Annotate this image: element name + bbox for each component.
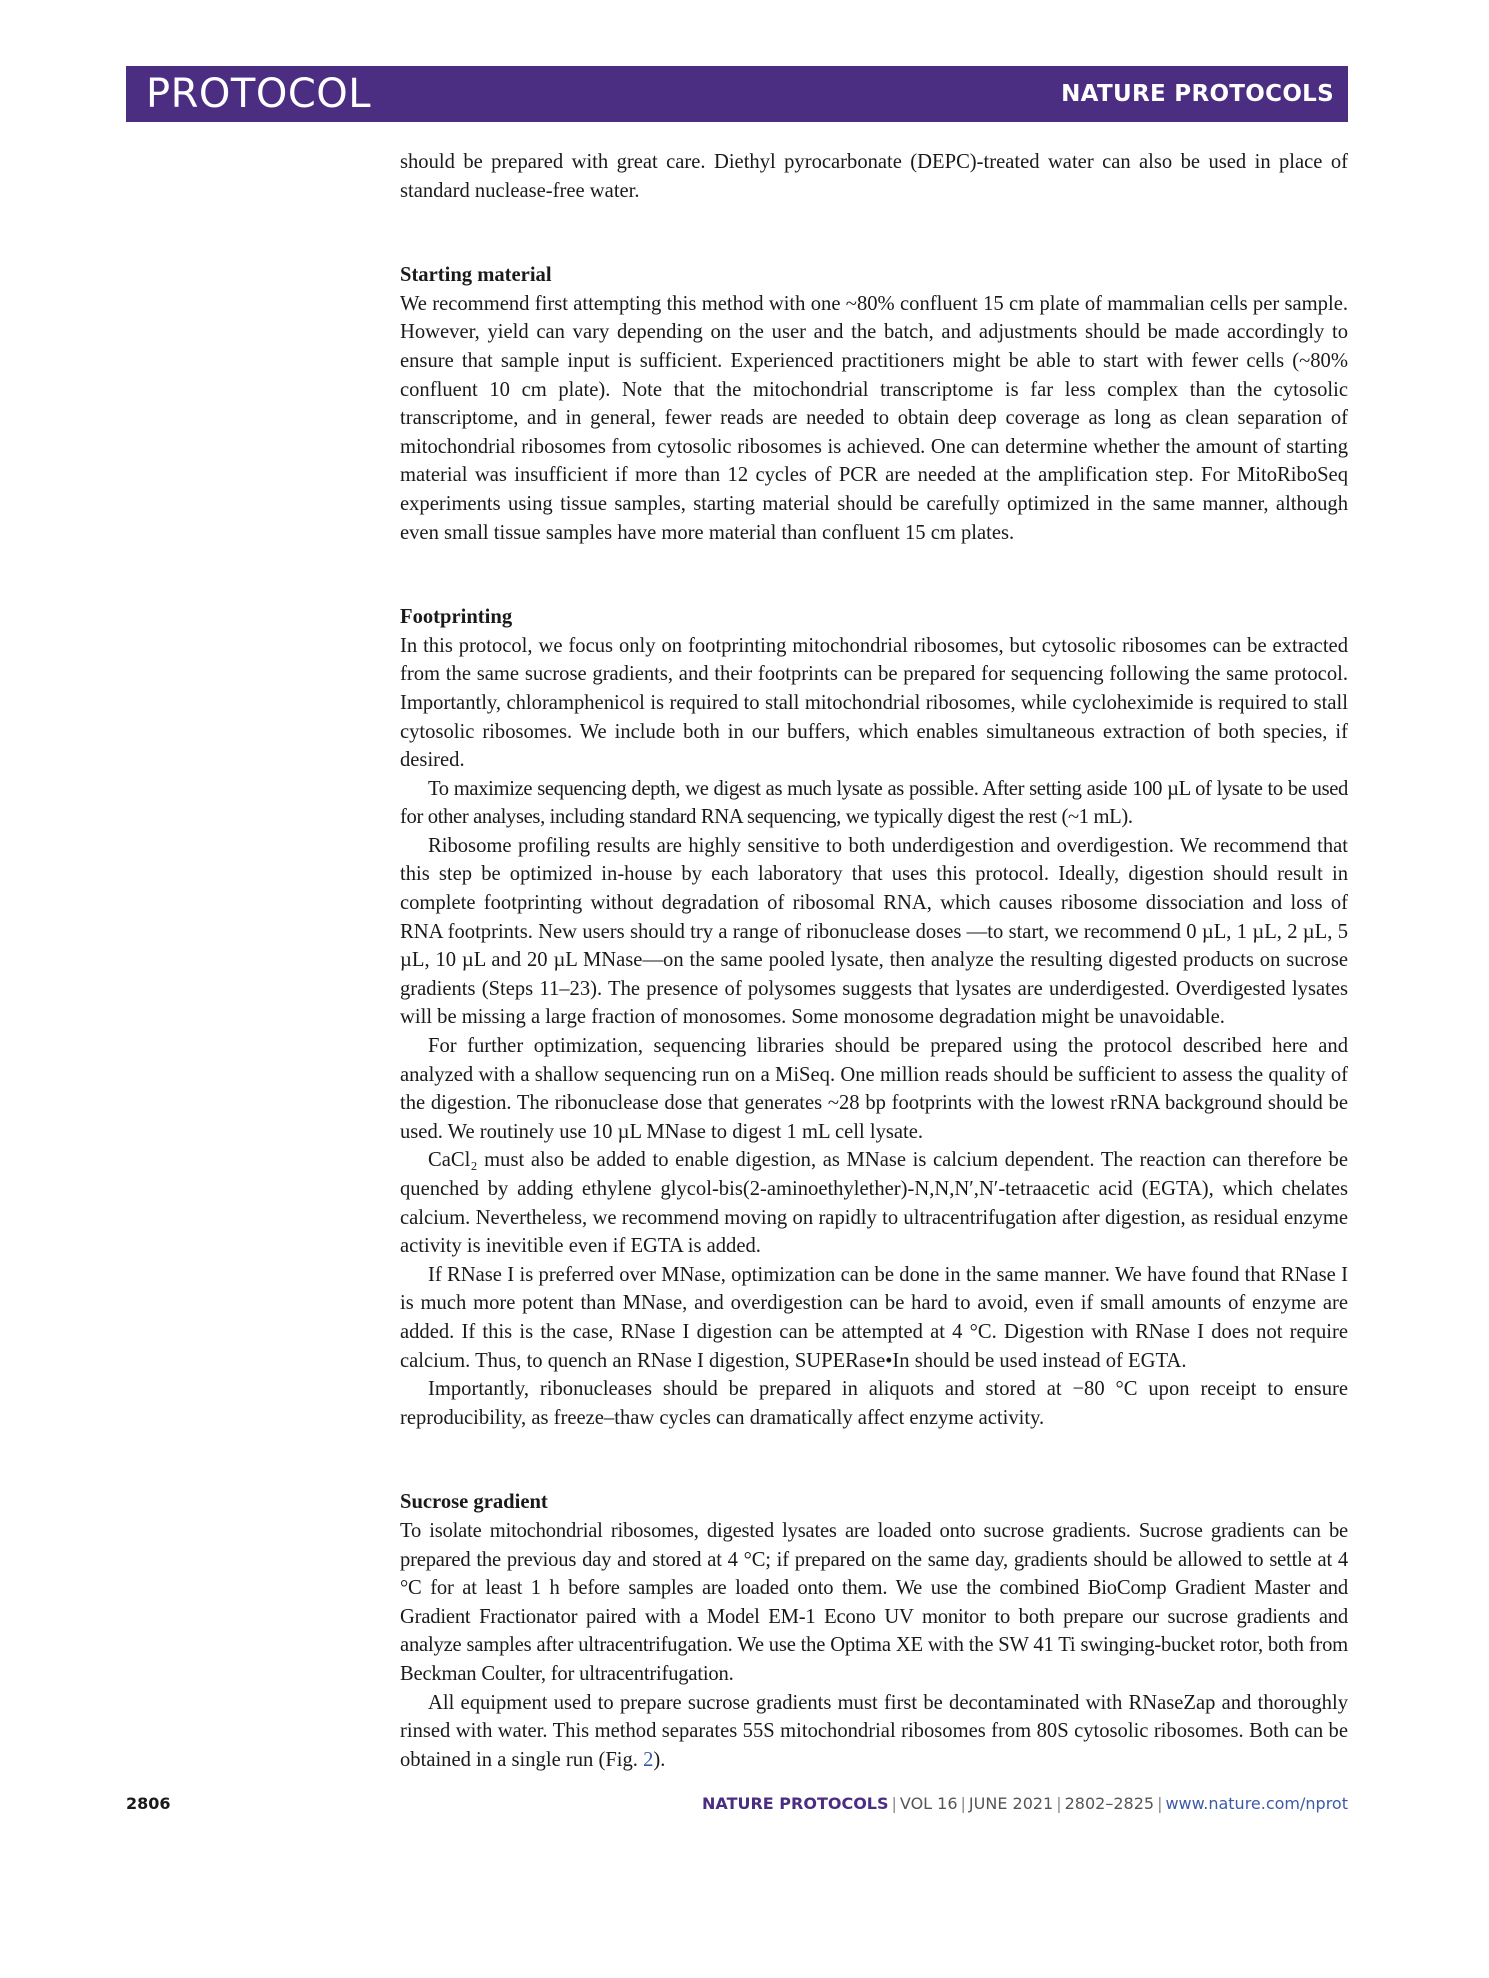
volume: VOL 16 <box>899 1794 958 1813</box>
separator: | <box>1056 1794 1062 1813</box>
paragraph: Ribosome profiling results are highly sensitive to both underdigestion and overdigestion. We recommend that this step be optimized in-house by each laboratory that uses this protocol. Ideally, digestion should result in complete footprinting without degradation of ribosomal RNA, which causes ribosome dissociation and loss of RNA footprints. New users should try a range of ribonuclease doses —to start, we recommend 0 µL, 1 µL, 2 µL, 5 µL, 10 µL and 20 µL MNase—on the same pooled lysate, then analyze the resulting digested products on sucrose gradients (Steps 11–23). The presence of polysomes suggests that lysates are underdigested. Overdigested lysates will be missing a large fraction of monosomes. Some monosome degradation might be unavoidable. <box>400 834 1348 1029</box>
paragraph: For further optimization, sequencing libraries should be prepared using the protocol described here and analyzed with a shallow sequencing run on a MiSeq. One million reads should be sufficient to assess the quality of the digestion. The ribonuclease dose that generates ~28 bp footprints with the lowest rRNA background should be used. We routinely use 10 µL MNase to digest 1 mL cell lysate. <box>400 1035 1348 1143</box>
footer-journal-name: NATURE PROTOCOLS <box>702 1794 889 1813</box>
figure-reference-link[interactable]: 2 <box>643 1748 654 1771</box>
paragraph: Importantly, ribonucleases should be prepared in aliquots and stored at −80 °C upon receipt to ensure reproducibility, as freeze–thaw cycles can dramatically affect enzyme activity. <box>400 1378 1348 1429</box>
separator: | <box>891 1794 897 1813</box>
section-heading: Starting material <box>400 264 552 287</box>
citation-line <box>702 1794 1348 1813</box>
intro-paragraph: should be prepared with great care. Diethyl pyrocarbonate (DEPC)-treated water can also be used in place of standard nuclease-free water. <box>400 151 1348 202</box>
page-range: 2802–2825 <box>1064 1794 1155 1813</box>
article-type-label: PROTOCOL <box>146 71 372 117</box>
paragraph <box>400 1689 1348 1775</box>
section-starting-material <box>400 261 1348 547</box>
paragraph: To maximize sequencing depth, we digest as much lysate as possible. After setting aside 100 µL of lysate to be used for other analyses, including standard RNA sequencing, we typically digest the rest (~1 mL). <box>400 777 1348 829</box>
section-heading: Sucrose gradient <box>400 1491 548 1514</box>
paragraph-tail: ). <box>653 1748 666 1771</box>
paragraph: If RNase I is preferred over MNase, optimization can be done in the same manner. We have found that RNase I is much more potent than MNase, and overdigestion can be hard to avoid, even if small amounts of enzyme are added. If this is the case, RNase I digestion can be attempted at 4 °C. Digestion with RNase I does not require calcium. Thus, to quench an RNase I digestion, SUPERase•In should be used instead of EGTA. <box>400 1263 1348 1372</box>
section-heading: Footprinting <box>400 606 513 629</box>
paragraph: CaCl₂ must also be added to enable digestion, as MNase is calcium dependent. The reaction can therefore be quenched by adding ethylene glycol-bis(2-aminoethylether)-N,N,N′,N′-tetraacetic acid (EGTA), which chelates calcium. Nevertheless, we recommend moving on rapidly to ultracentrifugation after digestion, as residual enzyme activity is inevitible even if EGTA is added. <box>400 1149 1348 1258</box>
issue-date: JUNE 2021 <box>968 1794 1054 1813</box>
header-bar <box>126 66 1348 122</box>
separator: | <box>1157 1794 1163 1813</box>
paragraph: In this protocol, we focus only on footprinting mitochondrial ribosomes, but cytosolic ribosomes can be extracted from the same sucrose gradients, and their footprints can be prepared for sequencing following the same protocol. Importantly, chloramphenicol is required to stall mitochondrial ribosomes, while cycloheximide is required to stall cytosolic ribosomes. We include both in our buffers, which enables simultaneous extraction of both species, if desired. <box>400 634 1348 772</box>
paragraph-text: All equipment used to prepare sucrose gradients must first be decontaminated with RNaseZap and thoroughly rinsed with water. This method separates 55S mitochondrial ribosomes from 80S cytosolic ribosomes. Both can be obtained in a single run (Fig. <box>400 1691 1348 1771</box>
separator: | <box>960 1794 966 1813</box>
journal-name-label: NATURE PROTOCOLS <box>1061 81 1334 107</box>
section-sucrose-gradient <box>400 1488 1348 1774</box>
section-footprinting <box>400 603 1348 1432</box>
journal-url-link[interactable]: www.nature.com/nprot <box>1165 1794 1348 1813</box>
page-number: 2806 <box>126 1794 171 1813</box>
paragraph: We recommend first attempting this method with one ~80% confluent 15 cm plate of mammalian cells per sample. However, yield can vary depending on the user and the batch, and adjustments should be made accordingly to ensure that sample input is sufficient. Experienced practitioners might be able to start with fewer cells (~80% confluent 10 cm plate). Note that the mitochondrial transcriptome is far less complex than the cytosolic transcriptome, and in general, fewer reads are needed to obtain deep coverage as long as clean separation of mitochondrial ribosomes from cytosolic ribosomes is achieved. One can determine whether the amount of starting material was insufficient if more than 12 cycles of PCR are needed at the amplification step. For MitoRiboSeq experiments using tissue samples, starting material should be carefully optimized in the same manner, although even small tissue samples have more material than confluent 15 cm plates. <box>400 292 1348 544</box>
article-body <box>400 148 1348 1774</box>
page-footer <box>126 1794 1348 1818</box>
paragraph: To isolate mitochondrial ribosomes, digested lysates are loaded onto sucrose gradients. Sucrose gradients can be prepared the previous day and stored at 4 °C; if prepared on the same day, gradients should be allowed to settle at 4 °C for at least 1 h before samples are loaded onto them. We use the combined BioComp Gradient Master and Gradient Fractionator paired with a Model EM-1 Econo UV monitor to both prepare our sucrose gradients and analyze samples after ultracentrifugation. We use the Optima XE with the SW 41 Ti swinging-bucket rotor, both from Beckman Coulter, for ultracentrifugation. <box>400 1519 1348 1685</box>
